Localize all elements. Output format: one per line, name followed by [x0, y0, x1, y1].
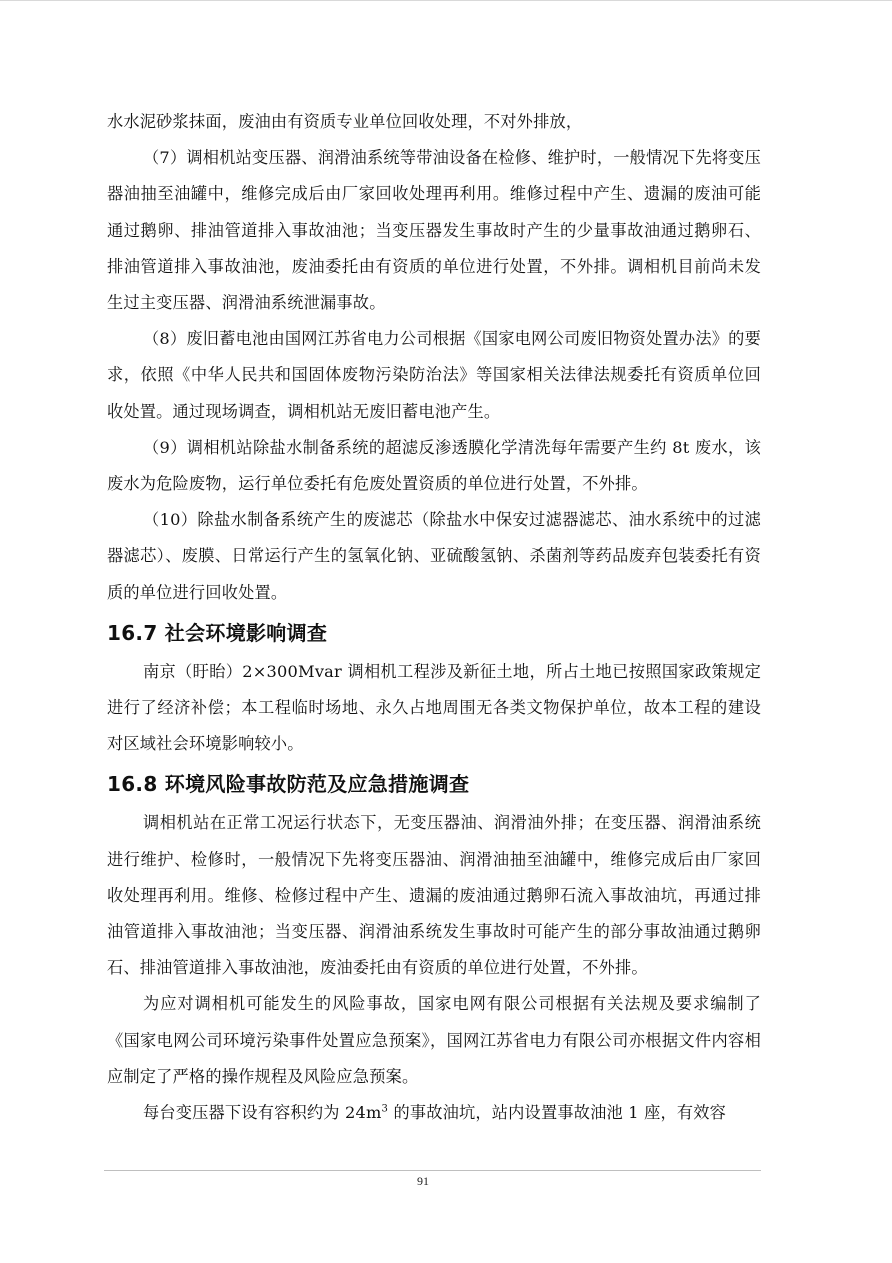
footer-divider [104, 1170, 761, 1171]
section-heading-16-8: 16.8 环境风险事故防范及应急措施调查 [107, 772, 470, 797]
page-top-edge [0, 0, 892, 1]
oil-pit-text-after: 的事故油坑，站内设置事故油池 1 座，有效容 [388, 1103, 727, 1123]
paragraph-1: 水水泥砂浆抹面，废油由有资质专业单位回收处理，不对外排放， [107, 112, 583, 131]
paragraph-item-10: （10）除盐水制备系统产生的废滤芯（除盐水中保安过滤器滤芯、油水系统中的过滤器滤芯）、废膜、日常运行产生的氢氧化钠、亚硫酸氢钠、杀菌剂等药品废弃包装委托有资质的单位进行回收处置。 [107, 510, 761, 602]
paragraph-item-9: （9）调相机站除盐水制备系统的超滤反渗透膜化学清洗每年需要产生约 8t 废水，该废水为危险废物，运行单位委托有危废处置资质的单位进行处置，不外排。 [107, 437, 761, 494]
paragraph-emergency-plan: 为应对调相机可能发生的风险事故，国家电网有限公司根据有关法规及要求编制了《国家电网公司环境污染事件处置应急预案》，国网江苏省电力有限公司亦根据文件内容相应制定了严格的操作规程及风险应急预案。 [107, 994, 761, 1086]
paragraph-item-7: （7）调相机站变压器、润滑油系统等带油设备在检修、维护时，一般情况下先将变压器油抽至油罐中，维修完成后由厂家回收处理再利用。维修过程中产生、遗漏的废油可能通过鹅卵、排油管道排入事故油池；当变压器发生事故时产生的少量事故油通过鹅卵石、排油管道排入事故油池，废油委托由有资质的单位进行处置，不外排。调相机目前尚未发生过主变压器、润滑油系统泄漏事故。 [107, 148, 761, 313]
document-body [107, 104, 761, 1131]
page-number: 91 [417, 1174, 429, 1188]
paragraph-social-impact: 南京（盱眙）2×300Mvar 调相机工程涉及新征土地，所占土地已按照国家政策规定进行了经济补偿；本工程临时场地、永久占地周围无各类文物保护单位，故本工程的建设对区域社会环境影响较小。 [107, 661, 761, 754]
paragraph-risk-operation: 调相机站在正常工况运行状态下，无变压器油、润滑油外排；在变压器、润滑油系统进行维护、检修时，一般情况下先将变压器油、润滑油抽至油罐中，维修完成后由厂家回收处理再利用。维修、检修过程中产生、遗漏的废油通过鹅卵石流入事故油坑，再通过排油管道排入事故油池；当变压器、润滑油系统发生事故时可能产生的部分事故油通过鹅卵石、排油管道排入事故油池，废油委托由有资质的单位进行处置，不外排。 [107, 813, 761, 978]
paragraph-item-8: （8）废旧蓄电池由国网江苏省电力公司根据《国家电网公司废旧物资处置办法》的要求，依照《中华人民共和国固体废物污染防治法》等国家相关法律法规委托有资质单位回收处置。通过现场调查，调相机站无废旧蓄电池产生。 [107, 329, 761, 421]
superscript-3: 3 [381, 1103, 389, 1115]
paragraph-oil-pit [107, 1095, 761, 1131]
section-heading-16-7: 16.7 社会环境影响调查 [107, 620, 328, 645]
oil-pit-text-before: 每台变压器下设有容积约为 24m [143, 1103, 382, 1123]
